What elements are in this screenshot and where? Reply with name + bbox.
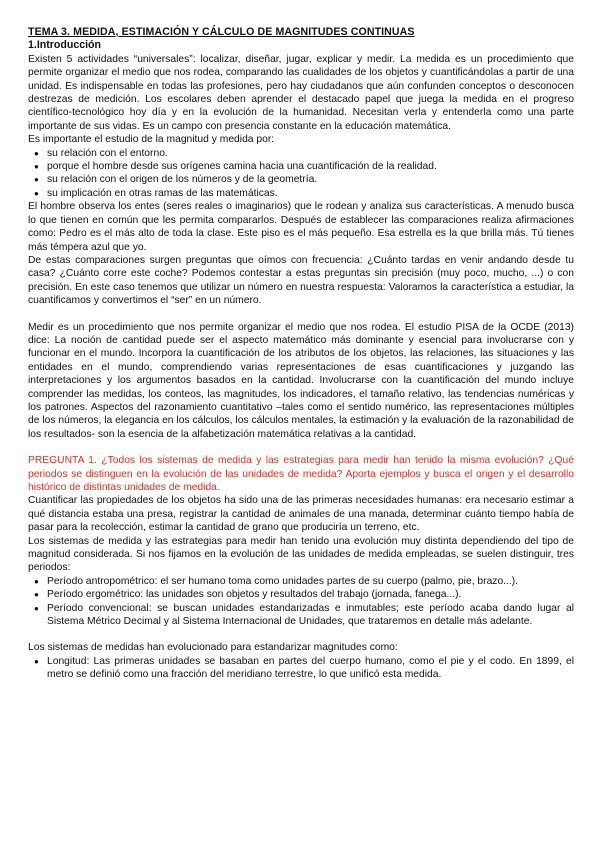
- periods-list: [28, 575, 574, 629]
- quantify-paragraph: Cuantificar las propiedades de los objetos ha sido una de las primeras necesidades humanas: era necesario estimar a qué distancia estaba una presa, registrar la cantidad de animales de una manada, determinar cuánto tiempo había de pasar para la recolección, estimar la cantidad de grano que produciría un terreno, etc.: [28, 495, 574, 534]
- list-item: ● su relación con el origen de los números y de la geometría.: [34, 174, 318, 186]
- list-item: ● Longitud: Las primeras unidades se basaban en partes del cuerpo humano, como el pie y el codo. En 1899, el metro se definió como una fracción del meridiano terrestre, lo que unificó esta medida.: [34, 655, 574, 681]
- bullet-icon: ●: [34, 148, 39, 158]
- pisa-paragraph: Medir es un procedimiento que nos permite organizar el medio que nos rodea. El estudio PISA de la OCDE (2013) dice: La noción de cantidad puede ser el aspecto matemático más dominante y esencial para involucrarse con y funcionar en el mundo. Incorpora la cuantificación de los atributos de los objetos, las relaciones, las situaciones y las entidades en el mundo, comprendiendo varias representaciones de esas cuantificaciones y juzgando las interpretaciones y los argumentos basados en la cantidad. Involucrarse con la cuantificación del mundo incluye comprender las medidas, los conteos, las magnitudes, los indicadores, el tamaño relativo, las tendencias numéricas y los patrones. Aspectos del razonamiento cuantitativo –tales como el sentido numérico, las representaciones múltiples de los números, la elegancia en los cálculos, los cálculos mentales, la estimación y la evaluación de la razonabilidad de los resultados- son la esencia de la alfabetización matemática relativas a la cantidad.: [28, 321, 574, 440]
- list-item: ● su relación con el entorno.: [34, 147, 168, 159]
- bullet-icon: ●: [34, 188, 39, 198]
- bullet-icon: ●: [34, 590, 39, 600]
- section-heading: 1.Introducción: [28, 39, 101, 52]
- intro-paragraph: Existen 5 actividades “universales”: localizar, diseñar, jugar, explicar y medir. La medida es un procedimiento que permite organizar el medio que nos rodea, comparando las cualidades de los objetos y cuantificándolas a partir de una unidad. Es indispensable en todas las profesiones, pero hay ciudadanos que aún confunden conceptos o desconocen destrezas de medición. Los escolares deben aprender el destacado papel que juega la medida en el progreso científico-tecnológico hoy día y en la evolución de la humanidad. Necesitan verla y entenderla como una parte importante de sus vidas. Es un campo con presencia constante en la educación matemática.: [28, 53, 574, 132]
- bullet-icon: ●: [34, 162, 39, 172]
- questions-paragraph: De estas comparaciones surgen preguntas que oímos con frecuencia: ¿Cuánto tardas en venir andando desde tu casa? ¿Cuánto corre este coche? Podemos contestar a estas preguntas sin precisión (muy poco, mucho, ...) o con precisión. En este caso tenemos que utilizar un número en nuestra respuesta: Valoramos la característica a estudiar, la cuantificamos y convertimos el “ser” en un número.: [28, 254, 574, 307]
- list-item: ● porque el hombre desde sus orígenes camina hacia una cuantificación de la realidad.: [34, 161, 437, 173]
- document-page: [28, 26, 574, 682]
- list-item: ● Período ergométrico: las unidades son objetos y resultados del trabajo (jornada, fanega...).: [34, 589, 462, 601]
- question-1: PREGUNTA 1. ¿Todos los sistemas de medida y las estrategias para medir han tenido la misma evolución? ¿Qué periodos se distinguen en la evolución de las unidades de medida? Aporta ejemplos y busca el origen y el desarrollo histórico de distintas unidades de medida.: [28, 455, 574, 493]
- importance-lead: Es importante el estudio de la magnitud y medida por:: [28, 134, 275, 146]
- importance-list: [28, 147, 574, 201]
- compare-paragraph: El hombre observa los entes (seres reales o imaginarios) que le rodean y analiza sus características. A menudo busca lo que tienen en común que les permita compararlos. Después de establecer las comparaciones realiza afirmaciones como: Pedro es el más alto de toda la clase. Este piso es el más pequeño. Esa estrella es la que brilla más. Tú tienes más témpera azul que yo.: [28, 201, 574, 253]
- evolved-lead: Los sistemas de medidas han evolucionado para estandarizar magnitudes como:: [28, 642, 398, 654]
- systems-paragraph: Los sistemas de medida y las estrategias para medir han tenido una evolución muy distinta dependiendo del tipo de magnitud considerada. Si nos fijamos en la evolución de las unidades de medida empleadas, se suelen distinguir, tres periodos:: [28, 535, 574, 574]
- list-item: ● Período convencional: se buscan unidades estandarizadas e inmutables; este período acaba dando lugar al Sistema Métrico Decimal y al Sistema Internacional de Unidades, que trataremos en detalle más adelante.: [34, 602, 574, 628]
- evolved-list: [28, 655, 574, 682]
- bullet-icon: ●: [34, 576, 39, 586]
- bullet-icon: ●: [34, 656, 39, 666]
- list-item: ● Período antropométrico: el ser humano toma como unidades partes de su cuerpo (palmo, pie, brazo...).: [34, 575, 519, 587]
- list-item: ● su implicación en otras ramas de las matemáticas.: [34, 187, 278, 199]
- bullet-icon: ●: [34, 175, 39, 185]
- document-title: TEMA 3. MEDIDA, ESTIMACIÓN Y CÁLCULO DE MAGNITUDES CONTINUAS: [28, 26, 415, 38]
- bullet-icon: ●: [34, 603, 39, 613]
